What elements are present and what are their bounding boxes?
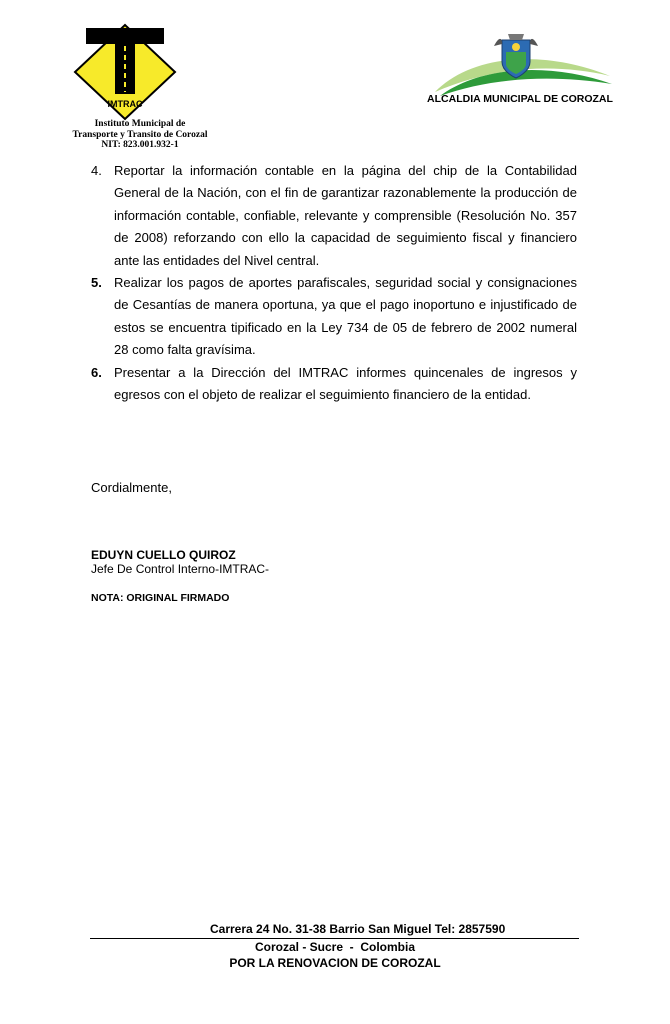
institute-line: Transporte y Transito de Corozal bbox=[72, 129, 208, 140]
institute-nit: NIT: 823.001.932-1 bbox=[101, 140, 179, 150]
corozal-coat-of-arms-logo bbox=[430, 26, 615, 98]
list-item bbox=[91, 362, 577, 407]
footer-location: Corozal - Sucre - Colombia bbox=[254, 940, 416, 954]
imtrac-road-sign-logo bbox=[72, 22, 178, 122]
institute-line: Instituto Municipal de bbox=[94, 119, 186, 129]
footer-divider bbox=[90, 938, 579, 939]
alcaldia-title: ALCALDIA MUNICIPAL DE COROZAL bbox=[427, 93, 613, 105]
signer-role: Jefe De Control Interno-IMTRAC- bbox=[91, 562, 270, 576]
item-number: 5. bbox=[91, 275, 102, 291]
institute-block bbox=[40, 119, 240, 151]
item-number: 6. bbox=[91, 364, 102, 380]
logo-text: IMTRAC bbox=[107, 99, 143, 109]
signer-name: EDUYN CUELLO QUIROZ bbox=[91, 548, 236, 562]
item-text: Presentar a la Dirección del IMTRAC informes quincenales de ingresos y egresos con el objeto de realizar el seguimiento financiero de la entidad. bbox=[114, 364, 577, 403]
recommendations-list bbox=[91, 160, 577, 406]
item-text: Reportar la información contable en la página del chip de la Contabilidad General de la Nación, con el fin de garantizar razonablemente la producción de información contable, confiable, relevante y comprensible (Resolución No. 357 de 2008) reforzando con ello la capacidad de seguimiento fiscal y financiero ante las entidades del Nivel central. bbox=[114, 163, 577, 268]
item-number: 4. bbox=[91, 163, 102, 178]
item-text: Realizar los pagos de aportes parafiscales, seguridad social y consignaciones de Cesantías de manera oportuna, ya que el pago inoportuno e injustificado de estos se encuentra tipificado en la Ley 734 de 05 de febrero de 2002 numeral 28 como falta gravísima. bbox=[114, 275, 577, 358]
footer-address: Carrera 24 No. 31-38 Barrio San Miguel Tel: 2857590 bbox=[210, 922, 506, 936]
footer-slogan: POR LA RENOVACION DE COROZAL bbox=[229, 956, 441, 970]
closing: Cordialmente, bbox=[91, 480, 172, 495]
list-item bbox=[91, 272, 577, 362]
list-item bbox=[91, 160, 577, 272]
nota: NOTA: ORIGINAL FIRMADO bbox=[91, 592, 230, 604]
